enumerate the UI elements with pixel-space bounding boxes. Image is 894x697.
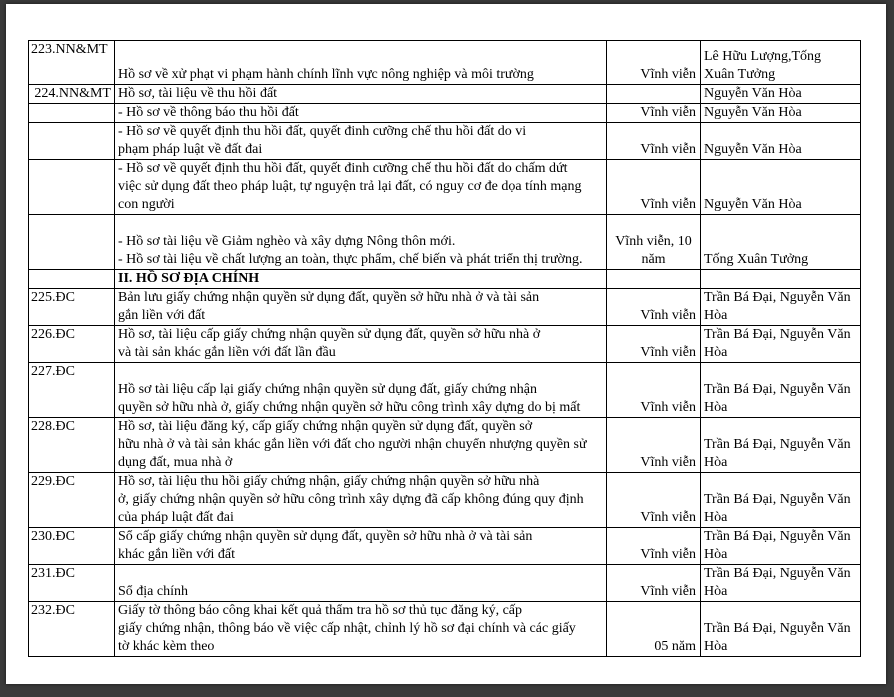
retention-period: Vĩnh viễn	[607, 363, 701, 418]
record-title	[115, 565, 607, 602]
record-title-line: tờ khác kèm theo	[118, 639, 215, 654]
responsible-person-line: Trần Bá Đại, Nguyễn Văn	[704, 327, 851, 342]
record-title-line: Hồ sơ tài liệu cấp lại giấy chứng nhận quyền sử dụng đất, giấy chứng nhận	[118, 382, 537, 397]
section-heading-row	[29, 270, 861, 289]
document-page	[6, 4, 886, 684]
record-title	[115, 473, 607, 528]
empty-cell	[701, 270, 861, 289]
responsible-person-line: Hòa	[704, 639, 728, 654]
retention-period	[607, 85, 701, 104]
record-code: 225.ĐC	[29, 289, 115, 326]
table-row	[29, 363, 861, 418]
record-title	[115, 289, 607, 326]
record-title-line: - Hồ sơ về quyết định thu hồi đất, quyết đinh cưỡng chế thu hồi đất do chấm dứt	[118, 161, 568, 176]
records-table	[28, 40, 861, 657]
table-row	[29, 160, 861, 215]
responsible-person	[701, 528, 861, 565]
table-row	[29, 565, 861, 602]
responsible-person-line: Nguyễn Văn Hòa	[704, 86, 802, 101]
record-title-line: Hồ sơ, tài liệu cấp giấy chứng nhận quyền sử dụng đất, quyền sở hữu nhà ở	[118, 327, 541, 342]
records-table-body	[29, 41, 861, 657]
record-title	[115, 363, 607, 418]
record-code: 232.ĐC	[29, 602, 115, 657]
table-row	[29, 85, 861, 104]
table-row	[29, 104, 861, 123]
responsible-person-line: Trần Bá Đại, Nguyễn Văn	[704, 437, 851, 452]
table-row	[29, 418, 861, 473]
record-title-line: Hồ sơ, tài liệu đăng ký, cấp giấy chứng nhận quyền sử dụng đất, quyền sở	[118, 419, 533, 434]
responsible-person-line: Hòa	[704, 400, 728, 415]
record-code: 226.ĐC	[29, 326, 115, 363]
retention-period: 05 năm	[607, 602, 701, 657]
responsible-person-line: Hòa	[704, 345, 728, 360]
record-title	[115, 104, 607, 123]
responsible-person-line: Nguyễn Văn Hòa	[704, 197, 802, 212]
table-row	[29, 123, 861, 160]
responsible-person-line: Xuân Tưởng	[704, 67, 776, 82]
retention-period: Vĩnh viễn	[607, 326, 701, 363]
record-title-line: - Hồ sơ tài liệu về chất lượng an toàn, thực phẩm, chế biến và phát triển thị trường.	[118, 252, 583, 267]
responsible-person	[701, 160, 861, 215]
responsible-person	[701, 85, 861, 104]
table-row	[29, 289, 861, 326]
record-code: 231.ĐC	[29, 565, 115, 602]
record-code: 224.NN&MT	[29, 85, 115, 104]
record-title-line: Giấy tờ thông báo công khai kết quả thẩm tra hồ sơ thủ tục đăng ký, cấp	[118, 603, 522, 618]
responsible-person	[701, 602, 861, 657]
record-title	[115, 602, 607, 657]
record-code: 228.ĐC	[29, 418, 115, 473]
record-title-line: Bản lưu giấy chứng nhận quyền sử dụng đất, quyền sở hữu nhà ở và tài sản	[118, 290, 540, 305]
responsible-person-line: Nguyễn Văn Hòa	[704, 105, 802, 120]
responsible-person	[701, 289, 861, 326]
record-title	[115, 418, 607, 473]
responsible-person	[701, 104, 861, 123]
record-title-line: việc sử dụng đất theo pháp luật, tự nguyện trả lại đất, có nguy cơ đe dọa tính mạng	[118, 179, 582, 194]
record-title-line: gắn liền với đất	[118, 308, 206, 323]
retention-period: Vĩnh viễn	[607, 104, 701, 123]
record-title	[115, 215, 607, 270]
responsible-person-line: Nguyễn Văn Hòa	[704, 142, 802, 157]
record-title-line: Hồ sơ về xử phạt vi phạm hành chính lĩnh vực nông nghiệp và môi trường	[118, 67, 534, 82]
record-title-line: Hồ sơ, tài liệu về thu hồi đất	[118, 86, 278, 101]
record-title-line: khác gắn liền với đất	[118, 547, 236, 562]
responsible-person-line: Hòa	[704, 455, 728, 470]
responsible-person-line: Trần Bá Đại, Nguyễn Văn	[704, 492, 851, 507]
record-title-line: - Hồ sơ tài liệu về Giảm nghèo và xây dựng Nông thôn mới.	[118, 234, 456, 249]
responsible-person-line: Trần Bá Đại, Nguyễn Văn	[704, 382, 851, 397]
record-code: 229.ĐC	[29, 473, 115, 528]
retention-period: Vĩnh viễn	[607, 473, 701, 528]
record-title-line: của pháp luật đất đai	[118, 510, 234, 525]
table-row	[29, 326, 861, 363]
retention-period: Vĩnh viễn	[607, 418, 701, 473]
responsible-person	[701, 473, 861, 528]
responsible-person-line: Trần Bá Đại, Nguyễn Văn	[704, 621, 851, 636]
responsible-person-line: Trần Bá Đại, Nguyễn Văn	[704, 290, 851, 305]
record-code: 230.ĐC	[29, 528, 115, 565]
responsible-person-line: Trần Bá Đại, Nguyễn Văn	[704, 529, 851, 544]
record-title-line: - Hồ sơ về thông báo thu hồi đất	[118, 105, 299, 120]
retention-period: Vĩnh viễn	[607, 565, 701, 602]
record-code: 223.NN&MT	[29, 41, 115, 85]
section-heading: II. HỒ SƠ ĐỊA CHÍNH	[115, 270, 607, 289]
record-title-line: Sổ địa chính	[118, 584, 188, 599]
table-row	[29, 528, 861, 565]
empty-cell	[29, 270, 115, 289]
record-title-line	[118, 363, 603, 381]
table-row	[29, 215, 861, 270]
record-title	[115, 160, 607, 215]
record-code	[29, 123, 115, 160]
record-title	[115, 123, 607, 160]
record-title-line: dụng đất, mua nhà ở	[118, 455, 233, 470]
record-title-line: Hồ sơ, tài liệu thu hồi giấy chứng nhận, giấy chứng nhận quyền sở hữu nhà	[118, 474, 540, 489]
table-row	[29, 602, 861, 657]
record-title-line	[118, 215, 603, 233]
responsible-person-line: Lê Hữu Lượng,Tống	[704, 49, 822, 64]
record-title-line: phạm pháp luật về đất đai	[118, 142, 263, 157]
record-title-line: và tài sản khác gắn liền với đất lần đầu	[118, 345, 336, 360]
record-code: 227.ĐC	[29, 363, 115, 418]
record-title-line: - Hồ sơ về quyết định thu hồi đất, quyết đinh cưỡng chế thu hồi đất do vi	[118, 124, 527, 139]
responsible-person-line: Hòa	[704, 308, 728, 323]
retention-period: Vĩnh viễn	[607, 528, 701, 565]
record-title-line: ở, giấy chứng nhận quyền sở hữu công trình xây dựng đã cấp không đúng quy định	[118, 492, 584, 507]
record-title-line: hữu nhà ở và tài sản khác gắn liền với đất cho người nhận chuyển nhượng quyền sử	[118, 437, 587, 452]
table-row	[29, 473, 861, 528]
record-title-line: con người	[118, 197, 175, 212]
record-title-line	[118, 48, 603, 66]
responsible-person-line: Hòa	[704, 510, 728, 525]
record-title-line: quyền sở hữu nhà ở, giấy chứng nhận quyền sở hữu công trình xây dựng do bị mất	[118, 400, 581, 415]
retention-period: Vĩnh viễn	[607, 123, 701, 160]
record-title-line	[118, 565, 603, 583]
record-code	[29, 104, 115, 123]
responsible-person	[701, 418, 861, 473]
responsible-person	[701, 326, 861, 363]
responsible-person-line: Hòa	[704, 547, 728, 562]
responsible-person	[701, 123, 861, 160]
retention-period: Vĩnh viễn	[607, 289, 701, 326]
responsible-person	[701, 41, 861, 85]
record-title	[115, 528, 607, 565]
record-code	[29, 215, 115, 270]
record-code	[29, 160, 115, 215]
record-title-line: Sổ cấp giấy chứng nhận quyền sử dụng đất, quyền sở hữu nhà ở và tài sản	[118, 529, 533, 544]
responsible-person	[701, 565, 861, 602]
retention-period: Vĩnh viễn	[607, 41, 701, 85]
retention-period: Vĩnh viễn	[607, 160, 701, 215]
retention-period: Vĩnh viễn, 10 năm	[607, 215, 701, 270]
record-title	[115, 85, 607, 104]
table-row	[29, 41, 861, 85]
record-title	[115, 41, 607, 85]
responsible-person	[701, 215, 861, 270]
record-title	[115, 326, 607, 363]
record-title-line: giấy chứng nhận, thông báo về việc cấp nhật, chỉnh lý hồ sơ đại chính và các giấy	[118, 621, 576, 636]
responsible-person-line: Hòa	[704, 584, 728, 599]
responsible-person-line: Trần Bá Đại, Nguyễn Văn	[704, 566, 851, 581]
responsible-person	[701, 363, 861, 418]
empty-cell	[607, 270, 701, 289]
responsible-person-line: Tống Xuân Tưởng	[704, 252, 809, 267]
